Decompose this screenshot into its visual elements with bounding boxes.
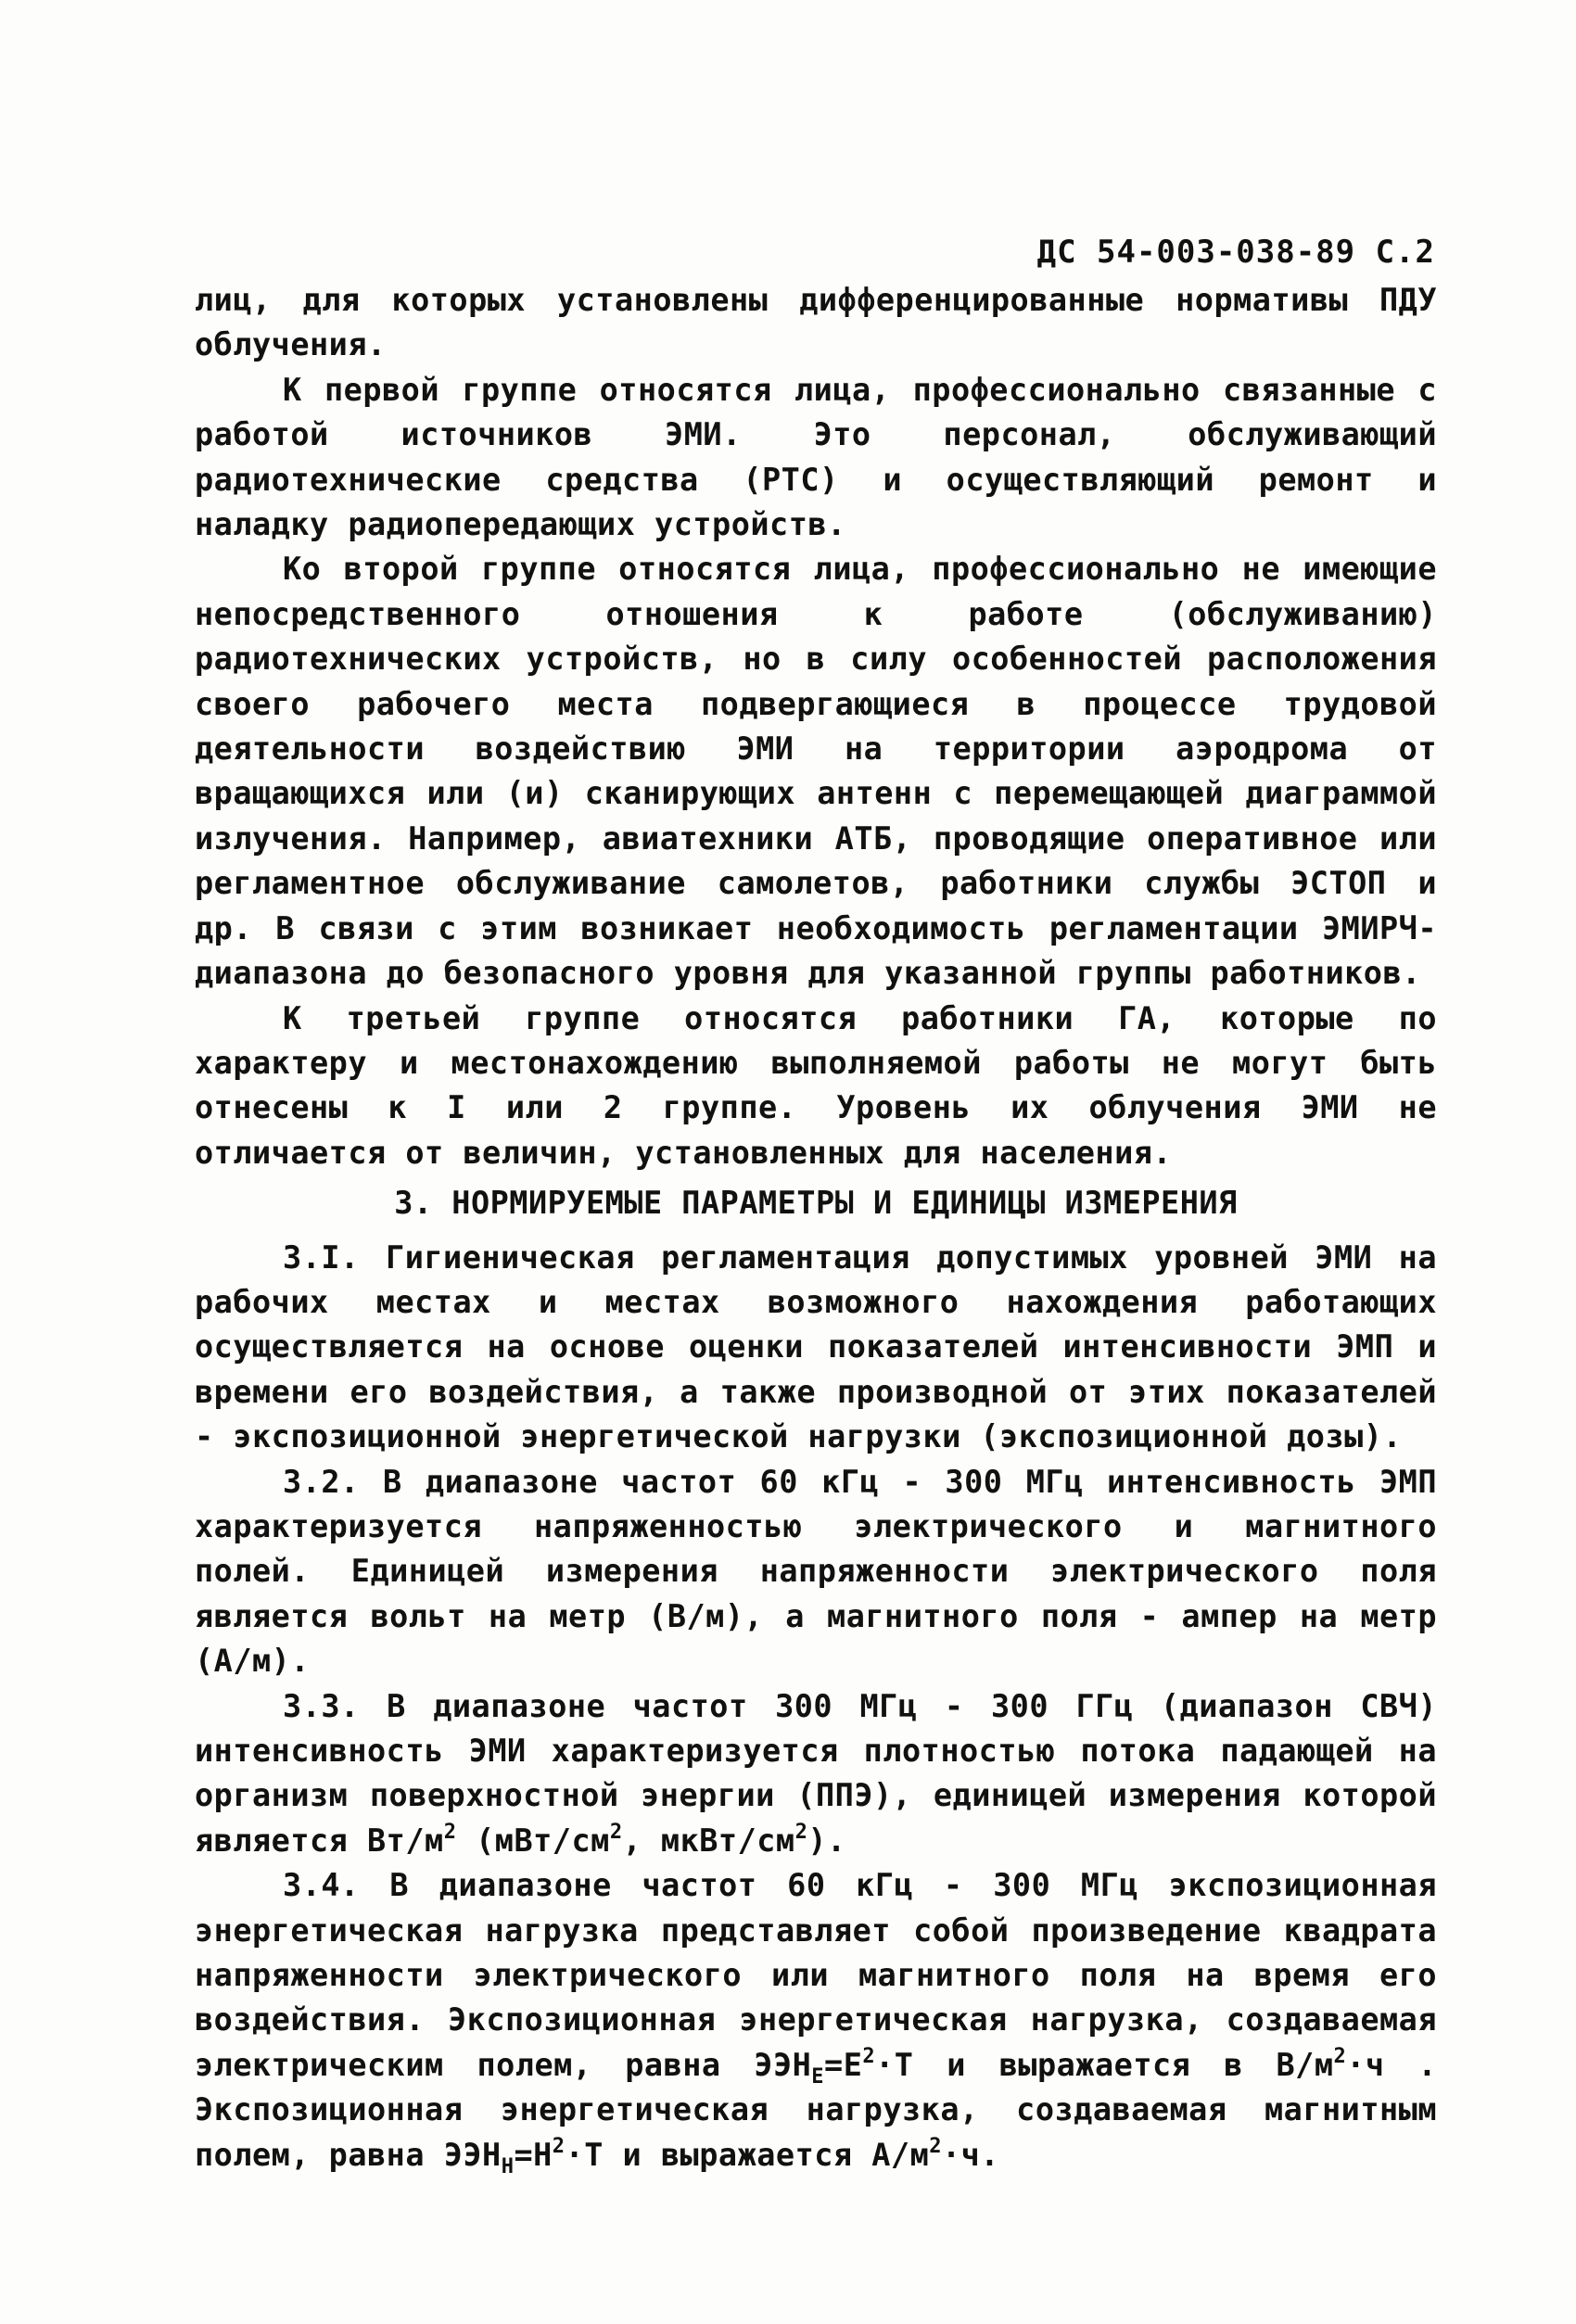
- clause-3-4-text-f: ·Т и выражается А/м: [565, 2136, 930, 2173]
- superscript: 2: [929, 2134, 943, 2158]
- superscript: 2: [1333, 2044, 1347, 2068]
- paragraph-second-group: Ко второй группе относятся лица, профессионально не имеющие непосредственного отношения к работе (обслуживанию) радиотехнических устройств, но в силу особенностей расположения своего рабочего места подвергающиеся в процессе трудовой деятельности воздействию ЭМИ на территории аэродрома от вращающихся или (и) сканирующих антенн с перемещающей диаграммой излучения. Например, авиатехники АТБ, проводящие оперативное или регламентное обслуживание самолетов, работники службы ЭСТОП и др. В связи с этим возникает необходимость регламентации ЭМИРЧ-диапазона до безопасного уровня для указанной группы работников.: [195, 551, 1437, 992]
- clause-3-1: 3.I. Гигиеническая регламентация допустимых уровней ЭМИ на рабочих местах и местах возможного нахождения работающих осуществляется на основе оценки показателей интенсивности ЭМП и времени его воздействия, а также производной от этих показателей - экспозиционной энергетической нагрузки (экспозиционной дозы).: [195, 1238, 1437, 1455]
- superscript: 2: [862, 2044, 876, 2068]
- clause-3-4-text-a: 3.4. В диапазоне частот 60 кГц - 300 МГц экспозиционная энергетическая нагрузка представляет собой произведение квадрата напряженности электрического или магнитного поля на время его воздействия. Экспозиционная энергетическая нагрузка, создаваемая электрическим полем, равна ЭЭН: [195, 1867, 1437, 2083]
- clause-3-3-unit-1: (мВт/см: [456, 1822, 610, 1859]
- document-code: ДС 54-003-038-89 С.2: [1036, 234, 1435, 271]
- subscript: Е: [811, 2064, 825, 2089]
- clause-3-3: [195, 1684, 1437, 1864]
- clause-3-4-text-e: =Н: [514, 2136, 553, 2173]
- subscript: Н: [501, 2154, 515, 2178]
- clause-3-4-text-b: =Е: [824, 2046, 863, 2083]
- paragraph-continuation: лиц, для которых установлены дифференцированные нормативы ПДУ облучения.: [195, 282, 1437, 363]
- clause-3-4-text-c: ·Т и выражается в В/м: [875, 2046, 1334, 2083]
- section-heading: 3. НОРМИРУЕМЫЕ ПАРАМЕТРЫ И ЕДИНИЦЫ ИЗМЕРЕНИЯ: [394, 1185, 1238, 1222]
- clause-3-4: [195, 1863, 1437, 2178]
- clause-3-3-text: 3.3. В диапазоне частот 300 МГц - 300 ГГц (диапазон СВЧ) интенсивность ЭМИ характеризуется плотностью потока падающей на организм поверхностной энергии (ППЭ), единицей измерения которой является Вт/м: [195, 1687, 1437, 1859]
- clause-3-2: 3.2. В диапазоне частот 60 кГц - 300 МГц интенсивность ЭМП характеризуется напряженностью электрического и магнитного полей. Единицей измерения напряженности электрического поля является вольт на метр (В/м), а магнитного поля - ампер на метр (А/м).: [195, 1463, 1437, 1680]
- clause-3-3-unit-2: , мкВт/см: [622, 1822, 795, 1859]
- superscript: 2: [609, 1820, 623, 1844]
- clause-3-4-text-d: ·ч . Экспозиционная энергетическая нагрузка, создаваемая магнитным полем, равна ЭЭН: [195, 2046, 1438, 2173]
- superscript: 2: [443, 1820, 457, 1844]
- document-body: [195, 278, 1437, 2178]
- superscript: 2: [794, 1820, 808, 1844]
- paragraph-third-group: К третьей группе относятся работники ГА, которые по характеру и местонахождению выполняемой работы не могут быть отнесены к I или 2 группе. Уровень их облучения ЭМИ не отличается от величин, установленных для населения.: [195, 999, 1437, 1171]
- clause-3-3-end: ).: [807, 1822, 846, 1859]
- clause-3-4-text-g: ·ч.: [942, 2136, 1000, 2173]
- superscript: 2: [552, 2134, 566, 2158]
- paragraph-first-group: К первой группе относятся лица, профессионально связанные с работой источников ЭМИ. Это персонал, обслуживающий радиотехнические средства (РТС) и осуществляющий ремонт и наладку радиопередающих устройств.: [195, 371, 1437, 543]
